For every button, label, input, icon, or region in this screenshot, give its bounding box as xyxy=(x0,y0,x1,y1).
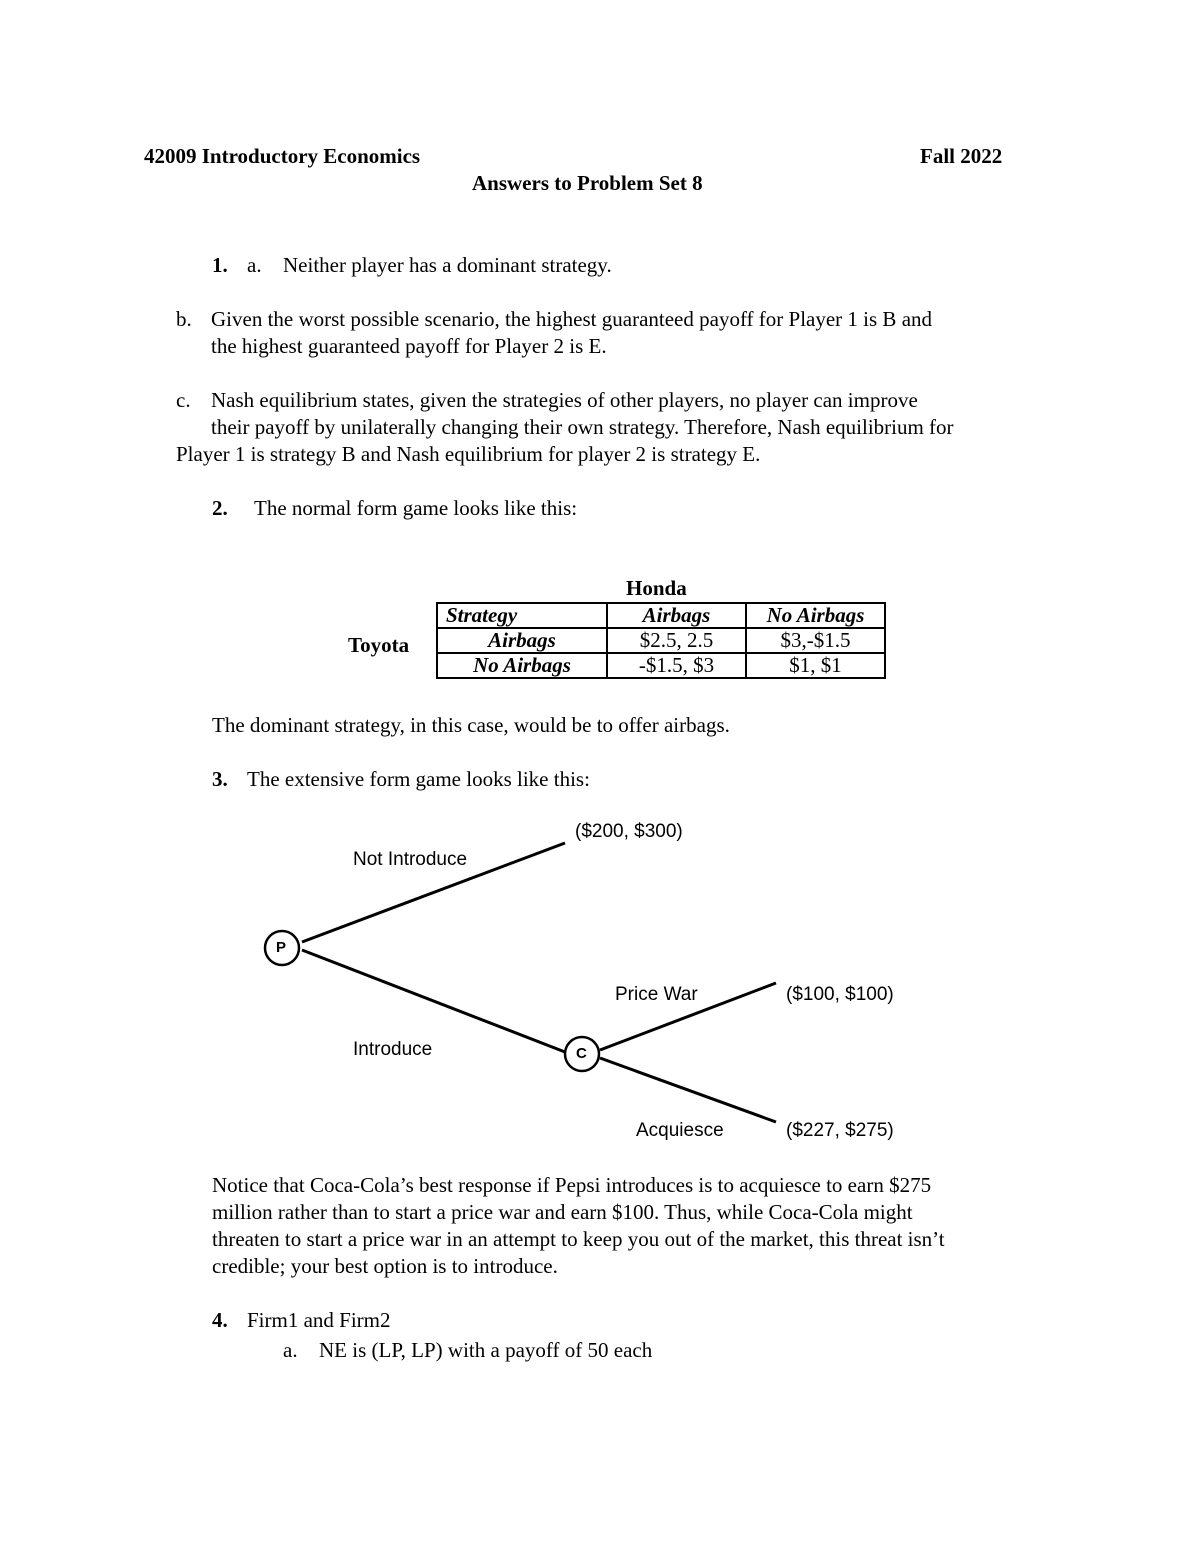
q1b-label: b. xyxy=(176,307,192,331)
q1c-label: c. xyxy=(176,388,191,412)
label-not-introduce: Not Introduce xyxy=(353,849,468,870)
branch-acquiesce xyxy=(600,1058,776,1122)
row-label-no-airbags: No Airbags xyxy=(437,653,607,678)
payoff-not-introduce: ($200, $300) xyxy=(575,821,683,842)
q3-note-line3: threaten to start a price war in an attempt to keep you out of the market, this threat isn’t xyxy=(212,1227,945,1251)
term: Fall 2022 xyxy=(920,144,1003,168)
table-cell: $2.5, 2.5 xyxy=(607,628,746,653)
label-price-war: Price War xyxy=(615,984,698,1005)
q4a-text: NE is (LP, LP) with a payoff of 50 each xyxy=(319,1338,653,1362)
q1b-line1: Given the worst possible scenario, the highest guaranteed payoff for Player 1 is B and xyxy=(211,307,933,331)
q1c-line1: Nash equilibrium states, given the strategies of other players, no player can improve xyxy=(211,388,918,412)
col-header-no-airbags: No Airbags xyxy=(746,603,885,628)
q3-intro: The extensive form game looks like this: xyxy=(247,767,590,791)
q2-conclusion: The dominant strategy, in this case, would be to offer airbags. xyxy=(212,713,730,737)
q1b-line2: the highest guaranteed payoff for Player 2 is E. xyxy=(211,334,607,358)
row-label-airbags: Airbags xyxy=(437,628,607,653)
q3-note-line1: Notice that Coca-Cola’s best response if Pepsi introduces is to acquiesce to earn $275 xyxy=(212,1173,932,1197)
q3-note-line2: million rather than to start a price war and earn $100. Thus, while Coca-Cola might xyxy=(212,1200,913,1224)
column-player-label: Honda xyxy=(626,576,687,600)
payoff-price-war: ($100, $100) xyxy=(786,984,894,1005)
course-title: 42009 Introductory Economics xyxy=(144,144,421,168)
q4-number: 4. xyxy=(212,1308,228,1332)
q3-number: 3. xyxy=(212,767,228,791)
q3-note-line4: credible; your best option is to introduce. xyxy=(212,1254,558,1278)
q4a-label: a. xyxy=(283,1338,298,1362)
row-player-label: Toyota xyxy=(348,633,410,657)
label-introduce: Introduce xyxy=(353,1039,433,1060)
q4-intro: Firm1 and Firm2 xyxy=(247,1308,391,1332)
table-cell: -$1.5, $3 xyxy=(607,653,746,678)
q1c-line3: Player 1 is strategy B and Nash equilibrium for player 2 is strategy E. xyxy=(176,442,761,466)
node-c-label: C xyxy=(576,1045,587,1062)
col-header-airbags: Airbags xyxy=(607,603,746,628)
q1-number: 1. xyxy=(212,253,228,277)
payoff-acquiesce: ($227, $275) xyxy=(786,1120,894,1141)
page-title: Answers to Problem Set 8 xyxy=(472,171,703,195)
q2-intro: The normal form game looks like this: xyxy=(254,496,578,520)
q1a-label: a. xyxy=(247,253,262,277)
branch-introduce xyxy=(302,950,565,1052)
label-acquiesce: Acquiesce xyxy=(636,1120,724,1141)
q1a-text: Neither player has a dominant strategy. xyxy=(283,253,612,277)
table-cell: $1, $1 xyxy=(746,653,885,678)
node-p-label: P xyxy=(276,939,287,956)
q1c-line2: their payoff by unilaterally changing their own strategy. Therefore, Nash equilibrium for xyxy=(211,415,954,439)
table-corner: Strategy xyxy=(437,603,607,628)
q2-number: 2. xyxy=(212,496,228,520)
table-cell: $3,-$1.5 xyxy=(746,628,885,653)
